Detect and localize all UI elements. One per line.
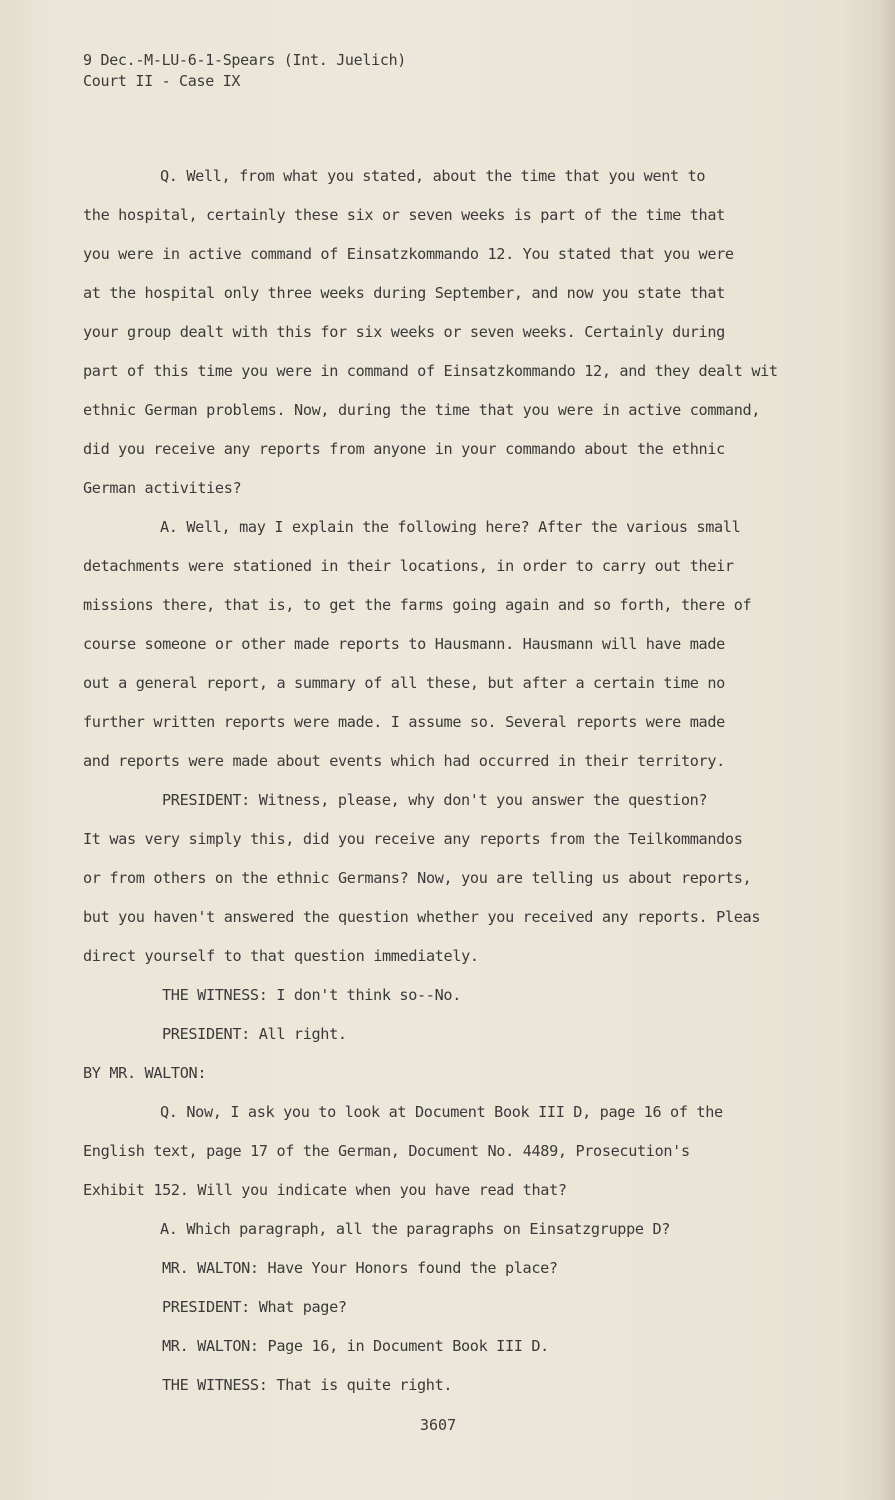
header-reference: 9 Dec.-M-LU-6-1-Spears (Int. Juelich)	[83, 51, 407, 69]
transcript-line: THE WITNESS: That is quite right.	[162, 1376, 453, 1394]
transcript-line: THE WITNESS: I don't think so--No.	[162, 986, 461, 1004]
header-court-case: Court II - Case IX	[83, 72, 241, 90]
transcript-line: MR. WALTON: Page 16, in Document Book III D.	[162, 1337, 549, 1355]
transcript-line: detachments were stationed in their locations, in order to carry out their	[83, 557, 734, 575]
transcript-line: German activities?	[83, 479, 242, 497]
transcript-line: missions there, that is, to get the farms going again and so forth, there of	[83, 596, 752, 614]
paper-edge-shadow	[881, 0, 895, 1500]
transcript-line: Q. Well, from what you stated, about the time that you went to	[160, 167, 706, 185]
transcript-line: A. Which paragraph, all the paragraphs on Einsatzgruppe D?	[160, 1220, 671, 1238]
transcript-line: course someone or other made reports to Hausmann. Hausmann will have made	[83, 635, 725, 653]
transcript-line: did you receive any reports from anyone in your commando about the ethnic	[83, 440, 725, 458]
transcript-line: at the hospital only three weeks during September, and now you state that	[83, 284, 725, 302]
document-header	[83, 50, 406, 92]
transcript-line: PRESIDENT: All right.	[162, 1025, 347, 1043]
transcript-line: you were in active command of Einsatzkommando 12. You stated that you were	[83, 245, 734, 263]
transcript-line: It was very simply this, did you receive any reports from the Teilkommandos	[83, 830, 743, 848]
transcript-line: ethnic German problems. Now, during the time that you were in active command,	[83, 401, 761, 419]
transcript-line: out a general report, a summary of all these, but after a certain time no	[83, 674, 725, 692]
transcript-body	[83, 157, 843, 1405]
transcript-line: MR. WALTON: Have Your Honors found the place?	[162, 1259, 558, 1277]
transcript-line: your group dealt with this for six weeks or seven weeks. Certainly during	[83, 323, 725, 341]
transcript-line: PRESIDENT: Witness, please, why don't you answer the question?	[162, 791, 708, 809]
transcript-line: direct yourself to that question immediately.	[83, 947, 479, 965]
transcript-line: further written reports were made. I assume so. Several reports were made	[83, 713, 725, 731]
transcript-line: Exhibit 152. Will you indicate when you have read that?	[83, 1181, 567, 1199]
transcript-line: part of this time you were in command of Einsatzkommando 12, and they dealt wit	[83, 362, 778, 380]
transcript-line: English text, page 17 of the German, Document No. 4489, Prosecution's	[83, 1142, 690, 1160]
transcript-line: but you haven't answered the question whether you received any reports. Pleas	[83, 908, 761, 926]
examiner-heading: BY MR. WALTON:	[83, 1064, 207, 1082]
page-number: 3607	[420, 1416, 457, 1434]
transcript-line: the hospital, certainly these six or seven weeks is part of the time that	[83, 206, 725, 224]
transcript-line: PRESIDENT: What page?	[162, 1298, 347, 1316]
transcript-line: or from others on the ethnic Germans? Now, you are telling us about reports,	[83, 869, 752, 887]
transcript-line: A. Well, may I explain the following here? After the various small	[160, 518, 741, 536]
transcript-line: and reports were made about events which had occurred in their territory.	[83, 752, 725, 770]
transcript-line: Q. Now, I ask you to look at Document Book III D, page 16 of the	[160, 1103, 723, 1121]
